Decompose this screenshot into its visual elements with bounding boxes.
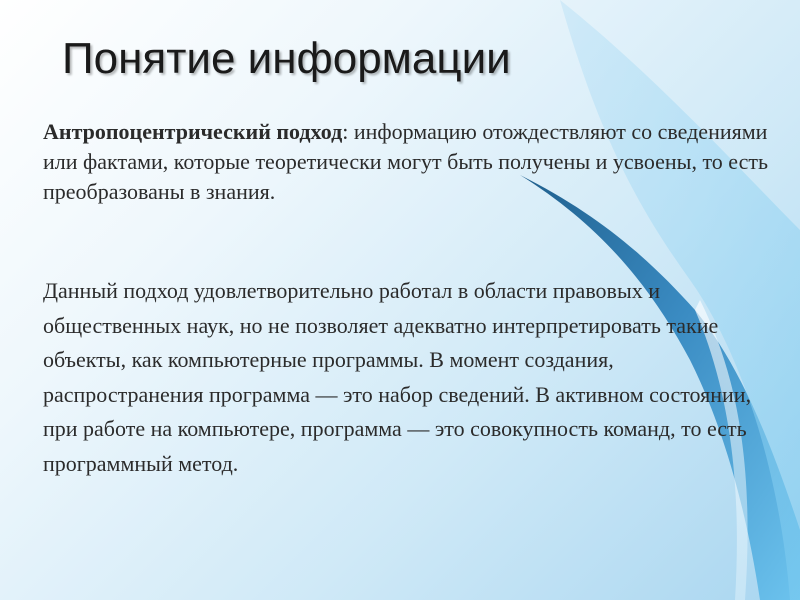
slide-title: Понятие информации (62, 34, 511, 83)
paragraph-definition (43, 117, 773, 207)
paragraph-explanation: Данный подход удовлетворительно работал в области правовых и общественных наук, но не позволяет адекватно интерпретировать такие объекты, как компьютерные программы. В момент создания, распространения программа — это набор сведений. В активном состоянии, при работе на компьютере, программа — это совокупность команд, то есть программный метод. (43, 278, 752, 476)
definition-text: : информацию отождествляют со сведениями или фактами, которые теоретически могут быть получены и усвоены, то есть преобразованы в знания. (43, 119, 769, 204)
term-anthropocentric: Антропоцентрический подход (43, 119, 343, 144)
